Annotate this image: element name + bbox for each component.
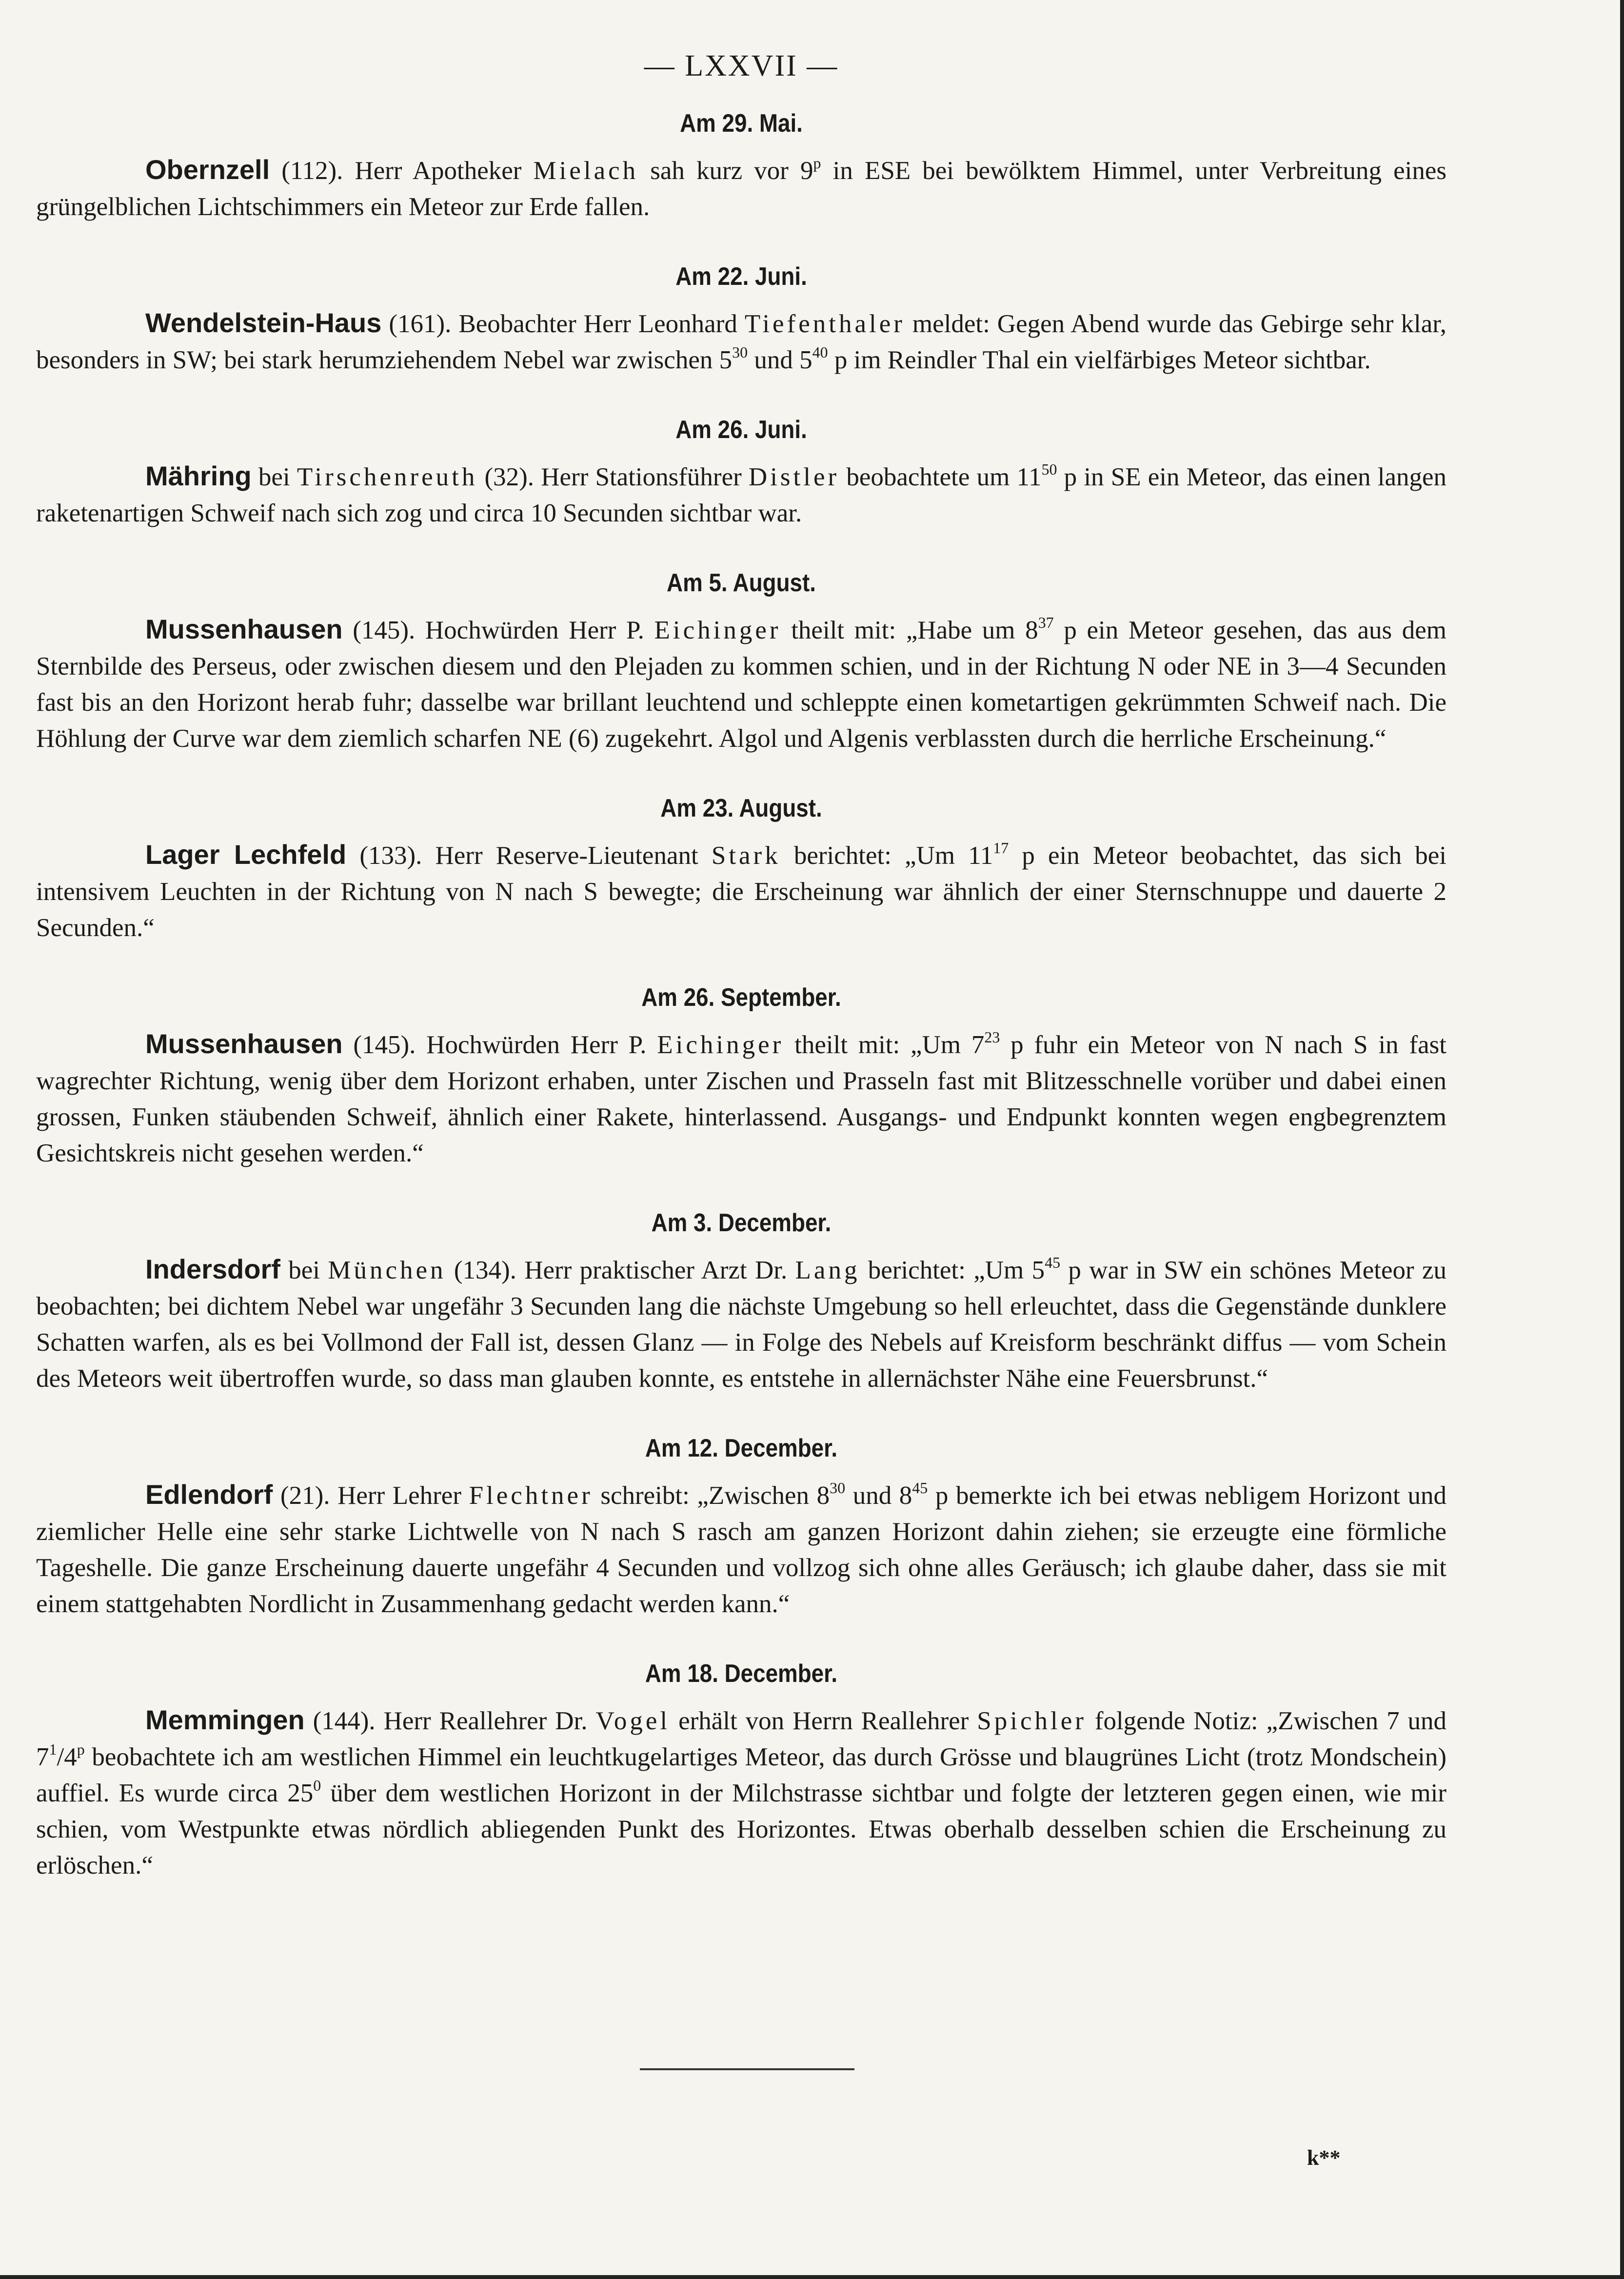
entry-paragraph (36, 1026, 1446, 1171)
text-run: (145). Hochwürden Herr P. (342, 1031, 657, 1059)
text-run: über dem westlichen Horizont in der Milchstrasse sichtbar und folgte der letzteren gegen einen, wie mir schien, vom Westpunkte etwas nördlich abliegenden Punkt des Horizontes. Etwas oberhalb desselben schien die Erscheinung zu erlöschen.“ (36, 1779, 1447, 1879)
text-run: p bemerkte ich bei etwas nebligem Horizont und ziemlicher Helle eine sehr starke Lichtwelle von N nach S rasch am ganzen Horizont dahin ziehen; sie erzeugte eine förmliche Tageshelle. Die ganze Erscheinung dauerte ungefähr 4 Secunden und vollzog sich ohne alles Geräusch; ich glaube daher, dass sie mit einem stattgehabten Nordlicht in Zusammenhang gedacht werden kann.“ (36, 1481, 1446, 1618)
place-name: Mähring (145, 460, 252, 491)
spaced-name: Lang (795, 1256, 860, 1284)
end-rule (640, 2068, 854, 2070)
spaced-name: Distler (748, 463, 840, 491)
superscript-time: 45 (912, 1479, 928, 1497)
text-run: p in SE ein Meteor, das einen langen raketenartigen Schweif nach sich zog und circa 10 Secunden sichtbar war. (36, 463, 1447, 527)
entry-date-heading: Am 23. August. (660, 794, 822, 822)
superscript-time: 50 (1041, 460, 1057, 478)
superscript-time: 23 (984, 1028, 1000, 1046)
entry-paragraph (36, 837, 1446, 946)
text-run: theilt mit: „Um 7 (784, 1031, 985, 1059)
text-run: (134). Herr praktischer Arzt Dr. (446, 1256, 795, 1284)
text-run: in ESE bei bewölktem Himmel, unter Verbreitung eines grüngelblichen Lichtschimmers ein Meteor zur Erde fallen. (36, 157, 1446, 221)
superscript-time: 40 (812, 343, 828, 361)
report-entry (36, 109, 1446, 225)
text-run: erhält von Herrn Reallehrer (670, 1707, 977, 1735)
spaced-name: Eichinger (654, 616, 781, 644)
place-name: Obernzell (145, 154, 270, 185)
report-entry (36, 1434, 1446, 1622)
text-run: p war in SW ein schönes Meteor zu beobachten; bei dichtem Nebel war ungefähr 3 Secunden lang die nächste Umgebung so hell erleuchtet, dass die Gegenstände dunklere Schatten warfen, als es bei Vollmond der Fall ist, dessen Glanz — in Folge des Nebels auf Kreisform beschränkt diffus — vom Schein des Meteors weit übertroffen wurde, so dass man glauben konnte, es entstehe in allernächster Nähe eine Feuersbrunst.“ (36, 1256, 1446, 1393)
superscript-time: 30 (830, 1479, 846, 1497)
document-page (36, 49, 1446, 1920)
superscript-time: 1 (49, 1740, 57, 1758)
text-run: schreibt: „Zwischen 8 (593, 1481, 830, 1510)
text-run: bei (280, 1256, 328, 1284)
place-name: Mussenhausen (145, 1028, 343, 1059)
text-run: (21). Herr Lehrer (273, 1481, 469, 1510)
superscript-time: p (77, 1740, 85, 1758)
text-run: (32). Herr Stationsführer (477, 463, 749, 491)
superscript-time: p (813, 154, 821, 172)
text-run: p fuhr ein Meteor von N nach S in fast wagrechter Richtung, wenig über dem Horizont erhaben, unter Zischen und Prasseln fast mit Blitzesschnelle vorüber und dabei einen grossen, Funken stäubenden Schweif, ähnlich einer Rakete, hinterlassend. Ausgangs- und Endpunkt konnten wegen engbegrenztem Gesichtskreis nicht gesehen werden.“ (36, 1031, 1446, 1167)
entry-date-heading: Am 5. August. (667, 569, 816, 597)
text-run: (145). Hochwürden Herr P. (342, 616, 654, 644)
report-entry (36, 983, 1446, 1171)
spaced-name: Spichler (977, 1707, 1087, 1735)
entry-date-heading: Am 26. September. (641, 983, 841, 1012)
signature-mark: k** (1307, 2146, 1341, 2170)
text-run: (144). Herr Reallehrer Dr. (304, 1707, 596, 1735)
report-entry (36, 415, 1446, 531)
place-name: Wendelstein-Haus (145, 307, 382, 338)
entry-date-heading: Am 12. December. (645, 1434, 838, 1462)
entry-date-heading: Am 26. Juni. (675, 416, 807, 444)
superscript-time: 17 (993, 839, 1009, 857)
superscript-time: 0 (313, 1777, 321, 1794)
report-entry (36, 1659, 1446, 1883)
text-run: und 8 (845, 1481, 912, 1510)
text-run: beobachtete ich am westlichen Himmel ein leuchtkugelartiges Meteor, das durch Grösse und blaugrünes Licht (trotz Mondschein) auffiel. Es wurde circa 25 (36, 1743, 1446, 1807)
entry-paragraph (36, 458, 1446, 531)
text-run: /4 (57, 1743, 77, 1771)
entry-date-heading: Am 29. Mai. (680, 109, 803, 138)
text-run: sah kurz vor 9 (638, 157, 813, 185)
text-run: und 5 (748, 346, 812, 374)
superscript-time: 37 (1038, 614, 1054, 631)
entry-paragraph (36, 1477, 1446, 1622)
spaced-name: Eichinger (657, 1031, 784, 1059)
text-run: (161). Beobachter Herr Leonhard (381, 310, 745, 338)
spaced-name: Tiefenthaler (744, 310, 905, 338)
spaced-name: München (328, 1256, 446, 1284)
place-name: Indersdorf (145, 1254, 280, 1284)
text-run: folgende Notiz: „Zwischen 7 und 7 (36, 1707, 1446, 1771)
text-run: theilt mit: „Habe um 8 (781, 616, 1038, 644)
entry-paragraph (36, 1251, 1446, 1397)
superscript-time: 30 (732, 343, 748, 361)
entry-paragraph (36, 152, 1446, 225)
text-run: meldet: Gegen Abend wurde das Gebirge sehr klar, besonders in SW; bei stark herumziehendem Nebel war zwischen 5 (36, 310, 1446, 374)
spaced-name: Mielach (533, 157, 639, 185)
report-entry (36, 1208, 1446, 1397)
entry-date-heading: Am 18. December. (645, 1659, 838, 1688)
page-number: — LXXVII — (644, 49, 839, 82)
text-run: p im Reindler Thal ein vielfärbiges Meteor sichtbar. (828, 346, 1371, 374)
text-run: p ein Meteor beobachtet, das sich bei intensivem Leuchten in der Richtung von N nach S bewegte; die Erscheinung war ähnlich der einer Sternschnuppe und dauerte 2 Secunden.“ (36, 841, 1446, 942)
text-run: (133). Herr Reserve-Lieutenant (346, 841, 712, 870)
text-run: p ein Meteor gesehen, das aus dem Sternbilde des Perseus, oder zwischen diesem und den Plejaden zu kommen schien, und in der Richtung N oder NE in 3—4 Secunden fast bis an den Horizont herab fuhr; dasselbe war brillant leuchtend und schleppte einen kometartigen gekrümmten Schweif nach. Die Höhlung der Curve war dem ziemlich scharfen NE (6) zugekehrt. Algol und Algenis verblassten durch die herrliche Erscheinung.“ (36, 616, 1446, 753)
place-name: Lager Lechfeld (145, 839, 347, 870)
place-name: Mussenhausen (145, 614, 343, 644)
entry-date-heading: Am 3. December. (651, 1209, 832, 1237)
place-name: Edlendorf (145, 1479, 273, 1510)
entry-date-heading: Am 22. Juni. (675, 262, 807, 291)
superscript-time: 45 (1045, 1254, 1061, 1271)
text-run: bei (251, 463, 297, 491)
spaced-name: Vogel (595, 1707, 671, 1735)
place-name: Memmingen (145, 1704, 305, 1735)
entry-paragraph (36, 611, 1446, 757)
text-run: beobachtete um 11 (839, 463, 1042, 491)
report-entry (36, 568, 1446, 757)
entry-paragraph (36, 305, 1446, 378)
report-entry (36, 262, 1446, 378)
spaced-name: Flechtner (469, 1481, 593, 1510)
text-run: berichtet: „Um 5 (860, 1256, 1045, 1284)
text-run: (112). Herr Apotheker (270, 157, 534, 185)
spaced-name: Tirschenreuth (297, 463, 478, 491)
spaced-name: Stark (711, 841, 781, 870)
report-entry (36, 794, 1446, 946)
entry-paragraph (36, 1702, 1446, 1883)
entries-list (36, 109, 1446, 1883)
text-run: berichtet: „Um 11 (780, 841, 993, 870)
